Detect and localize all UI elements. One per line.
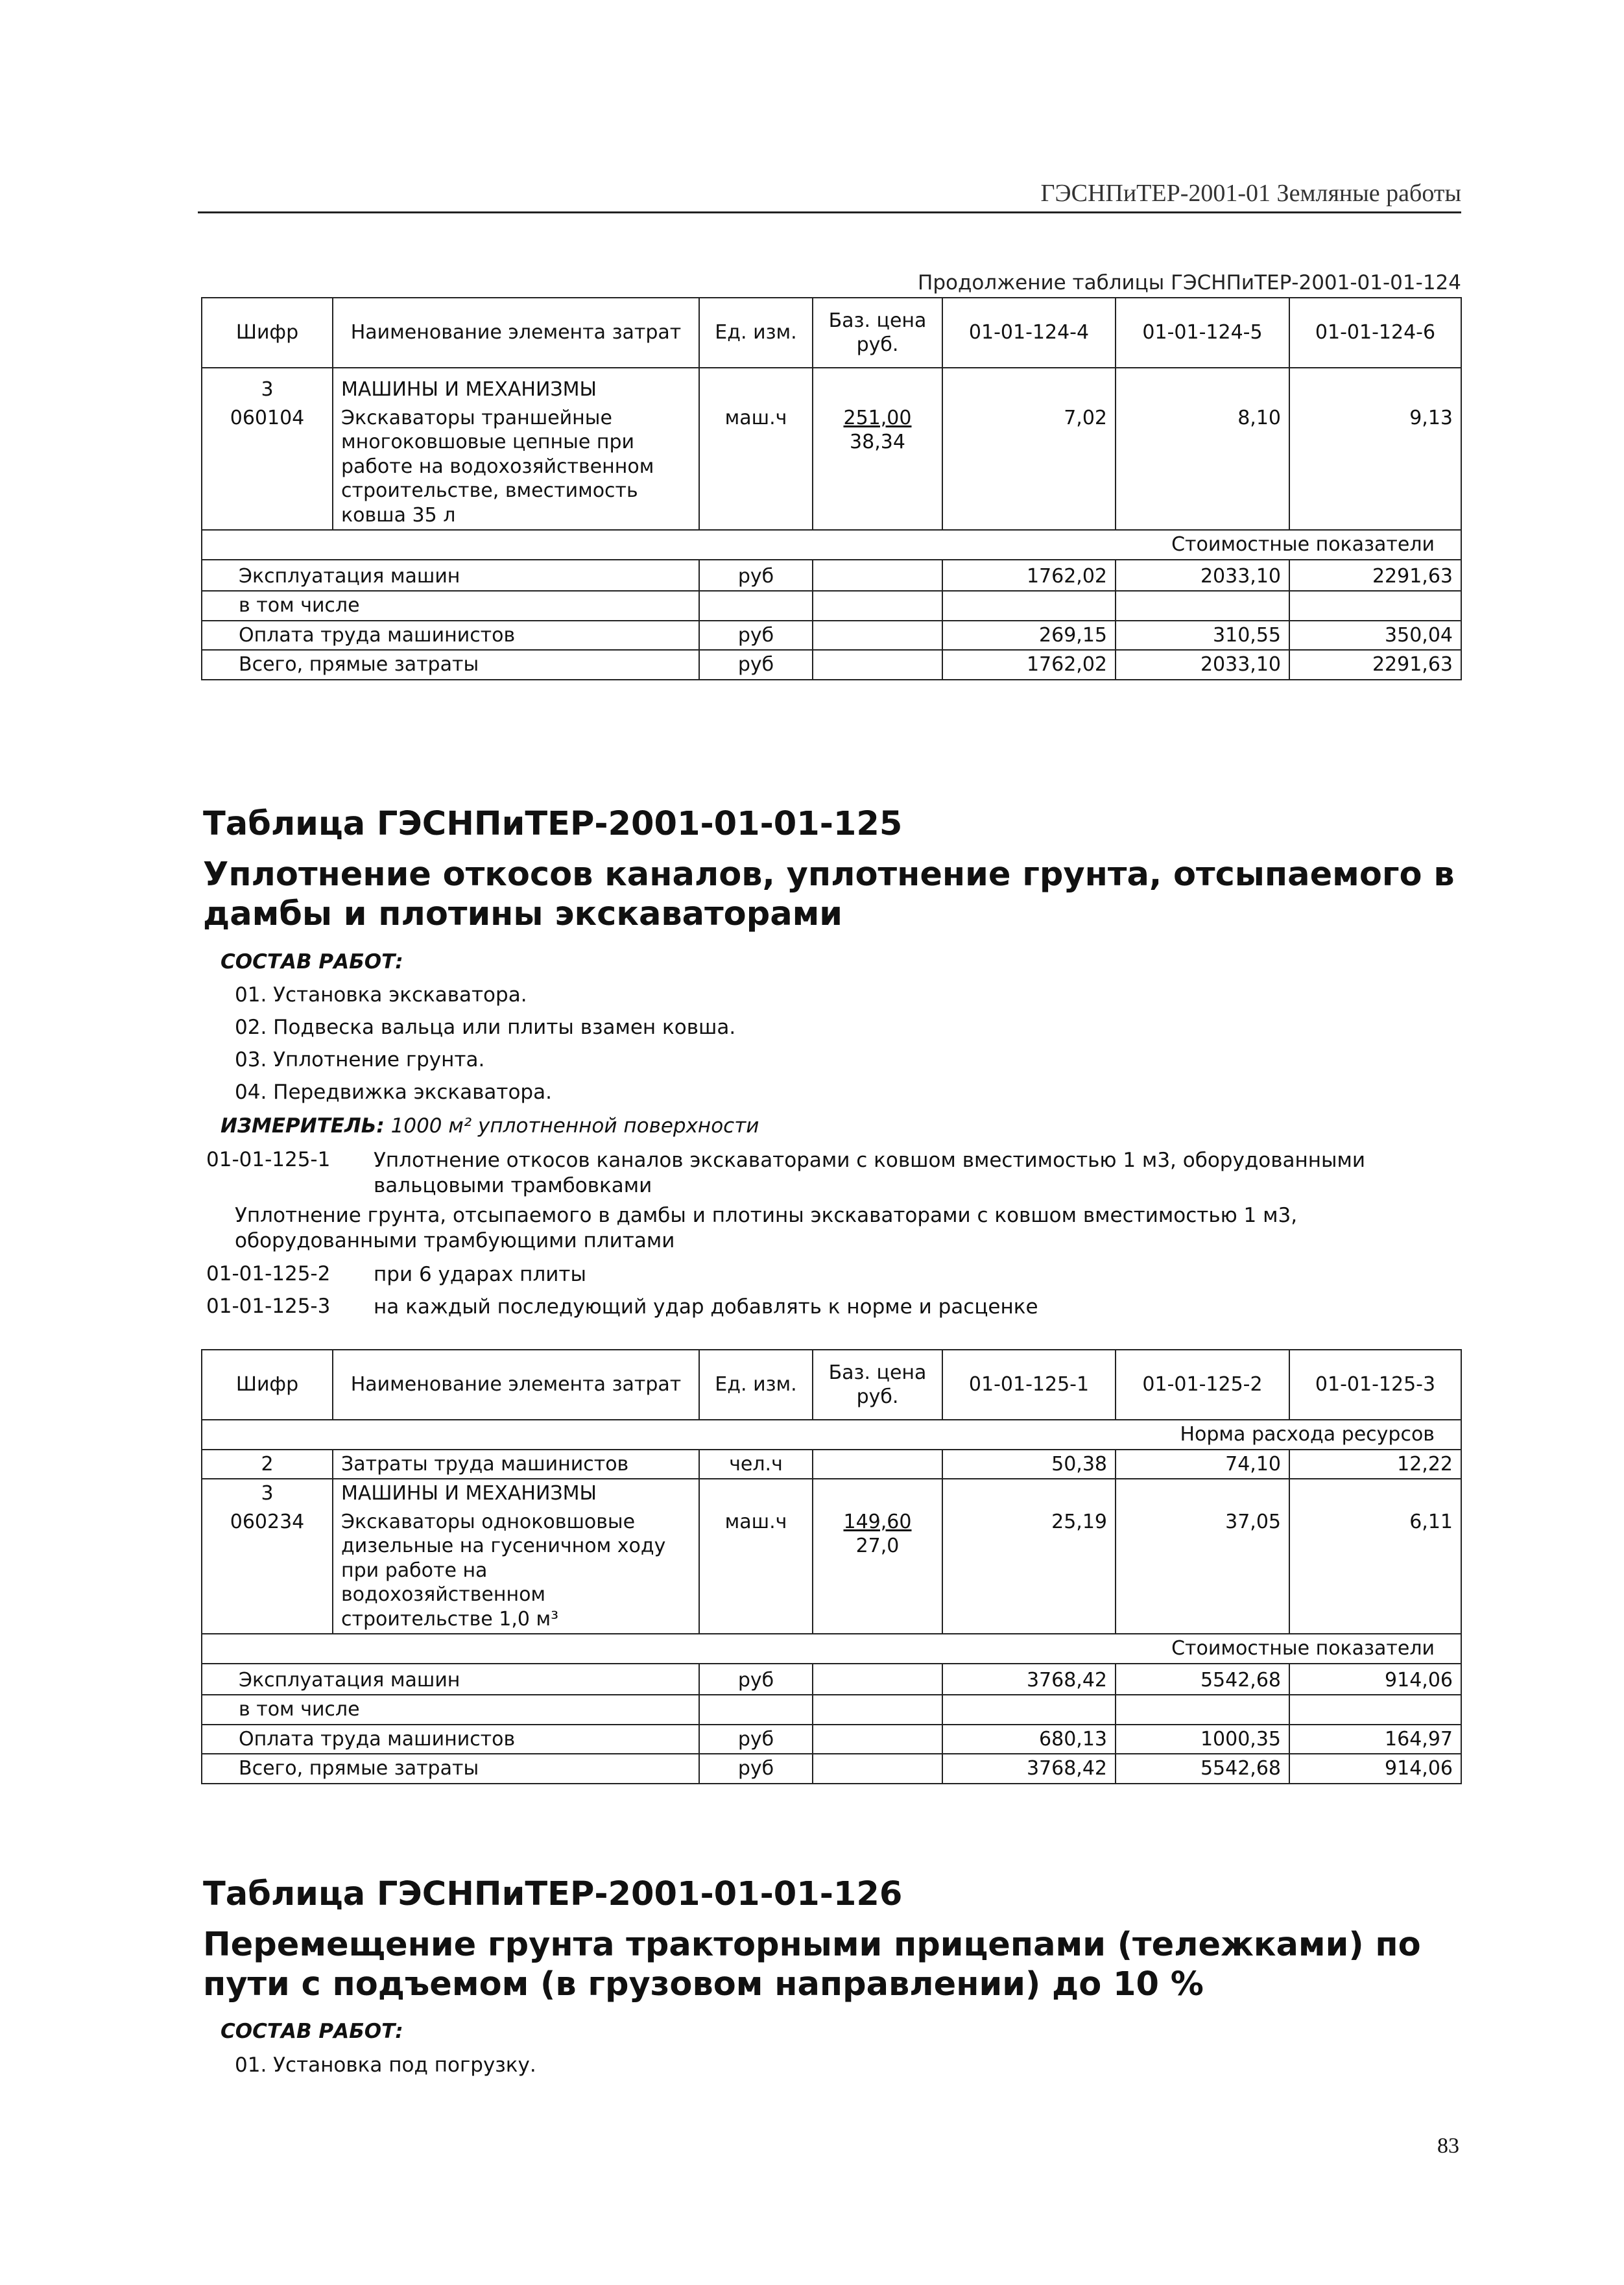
- cost-value: [942, 1695, 1116, 1725]
- norm-value: 37,05: [1116, 1508, 1289, 1634]
- cost-value: 1762,02: [942, 560, 1116, 592]
- resource-unit: маш.ч: [699, 1508, 813, 1634]
- item-description: при 6 ударах плиты: [374, 1263, 586, 1286]
- header-rule: [198, 211, 1461, 213]
- col-norm-124-4: 01-01-124-4: [942, 298, 1116, 368]
- table-row: [202, 1420, 1461, 1450]
- labor-unit: чел.ч: [699, 1450, 813, 1479]
- resource-name: Экскаваторы траншейные многоковшовые цепные при работе на водохозяйственном строительстве, вместимость ковша 35 л: [333, 404, 699, 531]
- price-top: 251,00: [843, 406, 912, 429]
- col-code: Шифр: [202, 298, 333, 368]
- norm-value: 7,02: [942, 404, 1116, 531]
- price-bottom: 27,0: [855, 1535, 900, 1557]
- cost-value: [1116, 591, 1289, 621]
- table-header-row: [202, 298, 1461, 368]
- cost-indicators-label: Стоимостные показатели: [202, 530, 1461, 560]
- norm-value: 25,19: [942, 1508, 1116, 1634]
- work-composition-heading: СОСТАВ РАБОТ:: [221, 2020, 403, 2043]
- cost-label: Эксплуатация машин: [202, 1664, 699, 1695]
- norm-value: 74,10: [1116, 1450, 1289, 1479]
- resource-price: [813, 404, 942, 531]
- resource-code: 060234: [202, 1508, 333, 1634]
- item-code: 01-01-125-2: [206, 1262, 331, 1286]
- cost-unit: руб: [699, 560, 813, 592]
- table-row: [202, 1725, 1461, 1754]
- cost-label: Оплата труда машинистов: [202, 1725, 699, 1754]
- table-row: [202, 591, 1461, 621]
- resource-code: 060104: [202, 404, 333, 531]
- table-row: [202, 1479, 1461, 1508]
- cost-unit: руб: [699, 650, 813, 680]
- norm-value: 12,22: [1289, 1450, 1461, 1479]
- work-item: 01. Установка экскаватора.: [235, 983, 527, 1007]
- work-item: 02. Подвеска вальца или плиты взамен ковша.: [235, 1016, 736, 1039]
- table-row: [202, 404, 1461, 531]
- work-composition-heading: СОСТАВ РАБОТ:: [221, 950, 403, 974]
- table-row: [202, 650, 1461, 680]
- cost-value: 914,06: [1289, 1754, 1461, 1784]
- cost-value: 350,04: [1289, 621, 1461, 651]
- cost-value: 1000,35: [1116, 1725, 1289, 1754]
- work-item: 03. Уплотнение грунта.: [235, 1048, 485, 1071]
- running-header: ГЭСНПиТЕР-2001-01 Земляные работы: [1040, 180, 1461, 207]
- table-126-subtitle: Перемещение грунта тракторными прицепами (тележками) по пути с подъемом (в грузовом направлении) до 10 %: [203, 1926, 1421, 2004]
- cost-value: 310,55: [1116, 621, 1289, 651]
- labor-code: 2: [202, 1450, 333, 1479]
- item-code: 01-01-125-3: [206, 1295, 331, 1318]
- cost-value: 680,13: [942, 1725, 1116, 1754]
- col-norm-125-2: 01-01-125-2: [1116, 1350, 1289, 1420]
- cost-value: 3768,42: [942, 1664, 1116, 1695]
- table-row: [202, 1664, 1461, 1695]
- cost-label: Всего, прямые затраты: [202, 1754, 699, 1784]
- item-description: Уплотнение откосов каналов экскаваторами с ковшом вместимостью 1 м3, оборудованными вальцовыми трамбовками: [374, 1149, 1366, 1197]
- cost-indicators-label: Стоимостные показатели: [202, 1634, 1461, 1664]
- cost-value: 5542,68: [1116, 1664, 1289, 1695]
- col-code: Шифр: [202, 1350, 333, 1420]
- cost-value: [1116, 1695, 1289, 1725]
- table-row: [202, 530, 1461, 560]
- col-norm-124-6: 01-01-124-6: [1289, 298, 1461, 368]
- measure-key: ИЗМЕРИТЕЛЬ:: [221, 1114, 385, 1138]
- cost-unit: [699, 1695, 813, 1725]
- cost-value: 3768,42: [942, 1754, 1116, 1784]
- col-base-price: Баз. цена руб.: [813, 298, 942, 368]
- col-name: Наименование элемента затрат: [333, 298, 699, 368]
- resource-price: [813, 1508, 942, 1634]
- resource-name: Экскаваторы одноковшовые дизельные на гусеничном ходу при работе на водохозяйственном строительстве 1,0 м³: [333, 1508, 699, 1634]
- cost-value: 2291,63: [1289, 650, 1461, 680]
- table-row: [202, 621, 1461, 651]
- work-item: 04. Передвижка экскаватора.: [235, 1081, 552, 1104]
- item-description: на каждый последующий удар добавлять к норме и расценке: [374, 1295, 1038, 1319]
- measure-line: [221, 1114, 759, 1138]
- cost-value: 164,97: [1289, 1725, 1461, 1754]
- col-name: Наименование элемента затрат: [333, 1350, 699, 1420]
- cost-value: [942, 591, 1116, 621]
- table-row: [202, 1508, 1461, 1634]
- cost-label: Эксплуатация машин: [202, 560, 699, 592]
- section-name: МАШИНЫ И МЕХАНИЗМЫ: [333, 368, 699, 404]
- norm-value: 9,13: [1289, 404, 1461, 531]
- cost-label: в том числе: [202, 591, 699, 621]
- table-row: [202, 1695, 1461, 1725]
- table-header-row: [202, 1350, 1461, 1420]
- norm-label: Норма расхода ресурсов: [202, 1420, 1461, 1450]
- col-base-price: Баз. цена руб.: [813, 1350, 942, 1420]
- cost-value: 5542,68: [1116, 1754, 1289, 1784]
- cost-value: 269,15: [942, 621, 1116, 651]
- col-norm-124-5: 01-01-124-5: [1116, 298, 1289, 368]
- section-code: 3: [202, 368, 333, 404]
- section-code: 3: [202, 1479, 333, 1508]
- cost-value: 1762,02: [942, 650, 1116, 680]
- norm-value: 50,38: [942, 1450, 1116, 1479]
- cost-unit: [699, 591, 813, 621]
- table-125-title: Таблица ГЭСНПиТЕР-2001-01-01-125: [203, 805, 903, 843]
- cost-value: 2033,10: [1116, 650, 1289, 680]
- table-125-subtitle: Уплотнение откосов каналов, уплотнение грунта, отсыпаемого в дамбы и плотины экскаваторами: [203, 855, 1455, 934]
- col-unit: Ед. изм.: [699, 1350, 813, 1420]
- price-top: 149,60: [843, 1510, 912, 1533]
- work-item: 01. Установка под погрузку.: [235, 2053, 536, 2077]
- resource-table-125: [201, 1349, 1462, 1784]
- labor-name: Затраты труда машинистов: [333, 1450, 699, 1479]
- price-bottom: 38,34: [850, 431, 905, 453]
- page-number: 83: [1437, 2134, 1459, 2158]
- group-description: Уплотнение грунта, отсыпаемого в дамбы и плотины экскаваторами с ковшом вместимостью 1 м3, оборудованными трамбующими плитами: [235, 1204, 1298, 1252]
- measure-value: 1000 м² уплотненной поверхности: [390, 1114, 759, 1138]
- resource-unit: маш.ч: [699, 404, 813, 531]
- table-row: [202, 1754, 1461, 1784]
- norm-value: 8,10: [1116, 404, 1289, 531]
- norm-value: 6,11: [1289, 1508, 1461, 1634]
- col-unit: Ед. изм.: [699, 298, 813, 368]
- cost-unit: руб: [699, 1664, 813, 1695]
- col-norm-125-3: 01-01-125-3: [1289, 1350, 1461, 1420]
- cost-value: [1289, 1695, 1461, 1725]
- item-code: 01-01-125-1: [206, 1148, 331, 1171]
- cost-label: Оплата труда машинистов: [202, 621, 699, 651]
- table-row: [202, 560, 1461, 592]
- cost-label: в том числе: [202, 1695, 699, 1725]
- cost-value: 2291,63: [1289, 560, 1461, 592]
- section-name: МАШИНЫ И МЕХАНИЗМЫ: [333, 1479, 699, 1508]
- cost-unit: руб: [699, 621, 813, 651]
- cost-label: Всего, прямые затраты: [202, 650, 699, 680]
- cost-value: 914,06: [1289, 1664, 1461, 1695]
- cost-value: 2033,10: [1116, 560, 1289, 592]
- table-row: [202, 1450, 1461, 1479]
- table-row: [202, 368, 1461, 404]
- resource-table-124: [201, 297, 1462, 680]
- table-124-continuation-caption: Продолжение таблицы ГЭСНПиТЕР-2001-01-01-124: [918, 271, 1461, 294]
- cost-unit: руб: [699, 1725, 813, 1754]
- table-row: [202, 1634, 1461, 1664]
- col-norm-125-1: 01-01-125-1: [942, 1350, 1116, 1420]
- cost-unit: руб: [699, 1754, 813, 1784]
- table-126-title: Таблица ГЭСНПиТЕР-2001-01-01-126: [203, 1875, 903, 1913]
- cost-value: [1289, 591, 1461, 621]
